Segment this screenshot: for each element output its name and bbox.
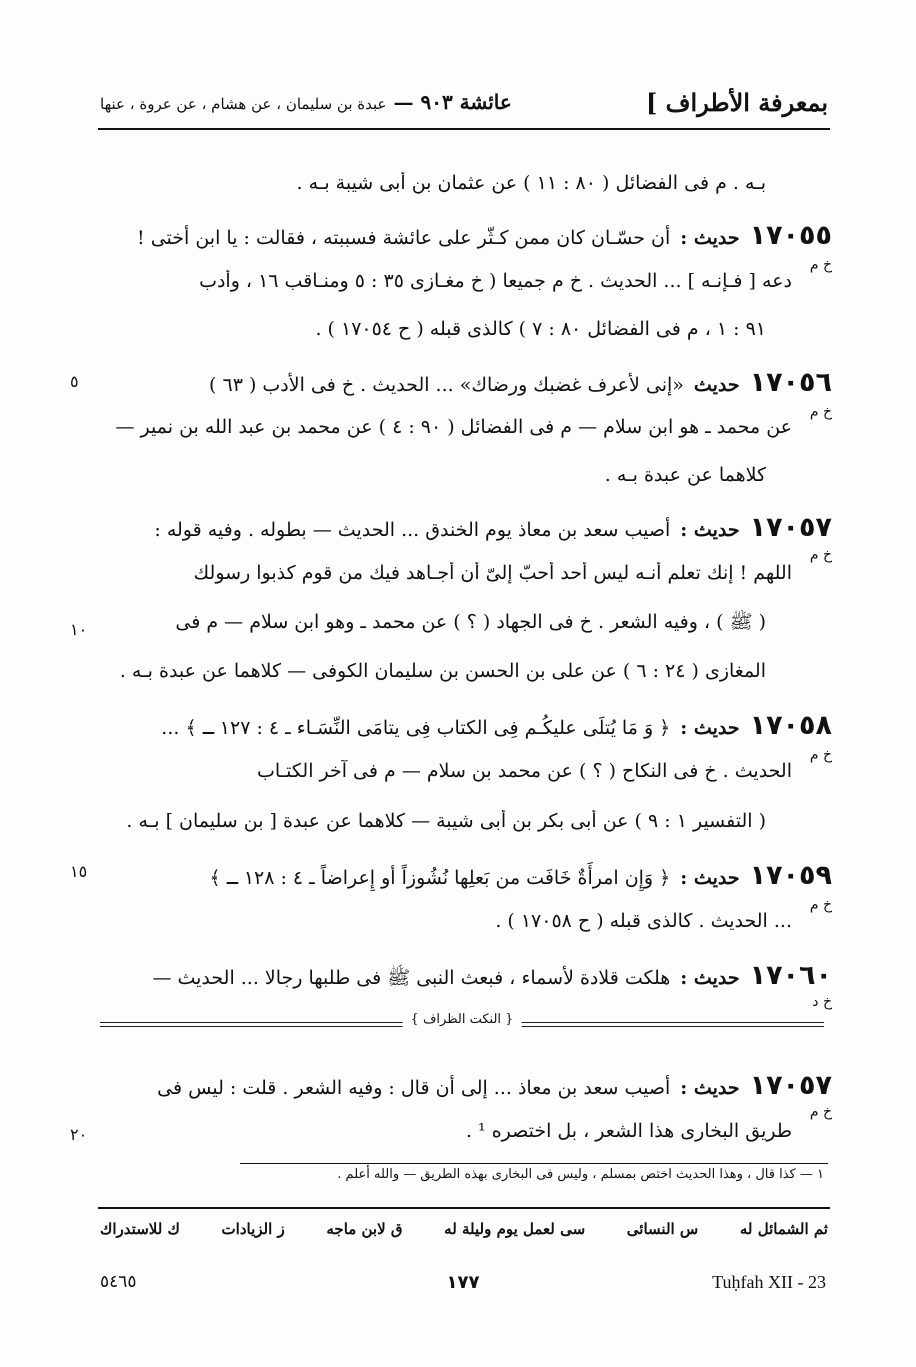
header-right: بمعرفة الأطراف ] [645,87,828,117]
sigla: خ م [809,897,832,913]
text-line [100,910,832,932]
sigla: خ م [809,1104,832,1120]
footnote: ١ — كذا قال ، وهذا الحديث اختص بمسلم ، وليس فى البخارى بهذه الطريق — والله أعلم . [337,1167,824,1182]
line-text: ٩١ : ١ ، م فى الفضائل ٨٠ : ٧ ) كالذى قبله ( ح ١٧٠٥٤ ) . [315,318,766,340]
sigla: خ م [809,404,832,420]
line-text: طريق البخارى هذا الشعر ، بل اختصره ¹ . [465,1120,792,1142]
header-center [100,90,512,114]
abbr-item: س النسائى [626,1220,699,1238]
header-rule [98,128,830,130]
abbreviation-key [100,1220,828,1238]
hadith-number: ١٧٠٦٠ [749,960,832,991]
keyword: حديث : [680,967,740,989]
abbr-item: ق لابن ماجه [326,1220,403,1238]
sigla: خ م [809,547,832,563]
abbr-item: سى لعمل يوم وليلة له [444,1220,586,1238]
line-text: الحديث . خ فى النكاح ( ؟ ) عن محمد بن سلام — م فى آخر الكتـاب [256,760,792,782]
text-line [100,172,832,194]
hadith-number: ١٧٠٥٨ [749,710,832,741]
text-line [100,960,832,994]
keyword: حديث : [680,519,740,541]
keyword: حديث : [680,867,740,889]
text-line [100,220,832,251]
section-divider [100,1012,824,1030]
hadith-number: ١٧٠٥٥ [749,220,832,251]
text-line [100,512,832,543]
hadith-number: ١٧٠٥٧ [749,512,832,543]
text-line [100,1120,832,1142]
text-line [100,1070,832,1101]
abbr-item: ز الزيادات [221,1220,285,1238]
line-text: هلكت قلادة لأسماء ، فبعث النبى ﷺ فى طلبها رجالا ... الحديث — [152,967,671,989]
line-text: ( التفسير ١ : ٩ ) عن أبى بكر بن أبى شيبة — كلاهما عن عبدة [ بن سليمان ] بـه . [126,810,766,832]
line-number: ١٥ [70,862,88,881]
header-center-sub: عبدة بن سليمان ، عن هشام ، عن عروة ، عنها [100,95,387,113]
footer-left: ٥٤٦٥ [100,1272,137,1292]
hadith-number: ١٧٠٥٩ [749,860,832,891]
text-line [100,318,832,340]
line-text: اللهم ! إنك تعلم أنـه ليس أحد أحبّ إلىّ أن أجـاهد فيك من قوم كذبوا رسولك [193,562,792,584]
keyword: حديث : [680,1077,740,1099]
hadith-number: ١٧٠٥٧ [749,1070,832,1101]
line-text: بـه . م فى الفضائل ( ٨٠ : ١١ ) عن عثمان بن أبى شيبة بـه . [296,172,766,194]
running-header [100,82,828,122]
volume-signature: Tuḥfah XII - 23 [712,1272,826,1292]
line-text: ( ﷺ ) ، وفيه الشعر . خ فى الجهاد ( ؟ ) عن محمد ـ وهو ابن سلام — م فى [175,611,766,633]
line-text: ... الحديث . كالذى قبله ( ح ١٧٠٥٨ ) . [495,910,792,932]
line-text: أن حسّـان كان ممن كـثّر على عائشة فسببته ، فقالت : يا ابن أختى ! [137,227,671,249]
sigla: خ م [809,747,832,763]
text-line [100,270,832,292]
line-text: «إنى لأعرف غضبك ورضاك» ... الحديث . خ فى الأدب ( ٦٣ ) [209,374,684,396]
text-line [100,416,832,438]
text-line [100,810,832,832]
page-footer [100,1272,826,1296]
footnote-rule [240,1163,828,1164]
keyword: حديث : [680,717,740,739]
text-line [100,860,832,891]
keyword: حديث [693,374,740,396]
text-line [100,610,832,638]
line-number: ٥ [70,372,79,391]
abbreviation-rule [98,1207,830,1209]
page-number: ١٧٧ [446,1272,480,1293]
hadith-number: ١٧٠٥٦ [749,367,832,398]
line-text: عن محمد ـ هو ابن سلام — م فى الفضائل ( ٩٠ : ٤ ) عن محمد بن عبد الله بن نمير — [115,416,792,438]
line-text: كلاهما عن عبدة بـه . [604,464,766,486]
line-text: المغازى ( ٢٤ : ٦ ) عن على بن الحسن بن سليمان الكوفى — كلاهما عن عبدة بـه . [119,660,766,682]
text-line [100,710,832,741]
abbr-item: ك للاستدراك [100,1220,180,1238]
text-line [100,760,832,782]
line-text: أصيب سعد بن معاذ يوم الخندق ... الحديث — بطوله . وفيه قوله : [154,519,671,541]
keyword: حديث : [680,227,740,249]
sigla: خ م [809,257,832,273]
divider-label: { النكت الظراف } [403,1012,522,1027]
line-text: أصيب سعد بن معاذ ... إلى أن قال : وفيه الشعر . قلت : ليس فى [157,1077,671,1099]
header-center-main: عائشة ٩٠٣ — [393,90,512,114]
abbr-item: ثم الشمائل له [739,1220,828,1238]
line-number: ٢٠ [70,1125,88,1144]
line-text: ﴿ وَ مَا يُتلَى عليكُـم فِى الكتاب فِى يتامَى النِّسَـاء ـ ٤ : ١٢٧ ـ ﴾ ... [161,717,671,739]
text-line [100,367,832,398]
text-line [100,660,832,682]
text-line [100,464,832,486]
line-text: دعه [ فـإنـه ] ... الحديث . خ م جميعا ( خ مغـازى ٣٥ : ٥ ومنـاقب ١٦ ، وأدب [199,270,792,292]
sigla: خ د [812,994,832,1010]
text-line [100,562,832,584]
line-text: ﴿ وَإِن امرأَةٌ خَافَت من بَعلِها نُشُوزاً أو إِعراضاً ـ ٤ : ١٢٨ ـ ﴾ [209,867,671,889]
line-number: ١٠ [70,620,88,639]
